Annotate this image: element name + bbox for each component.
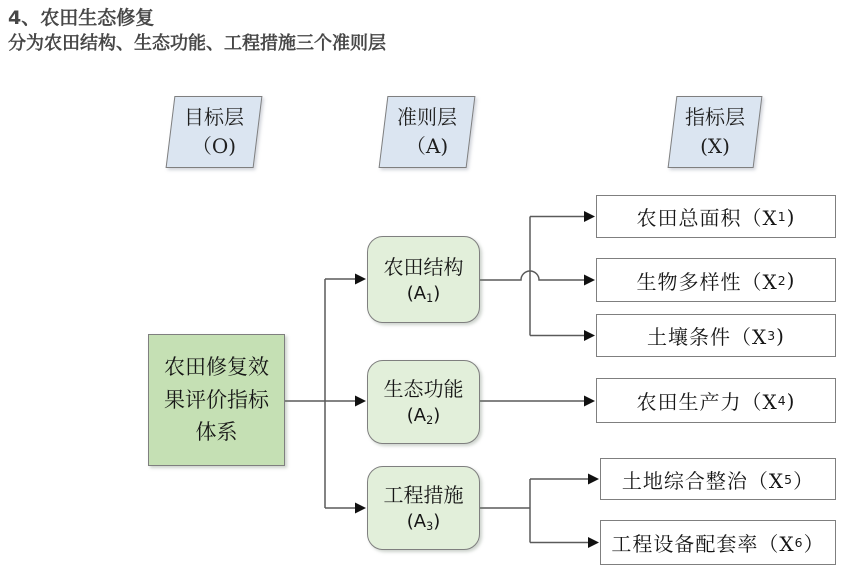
- layer-header-goal: [166, 96, 263, 168]
- indicator-box-x6: 工程设备配套率（X 6 ）: [600, 520, 836, 565]
- page-title: 4、农田生态修复: [8, 7, 155, 29]
- page-subtitle: 分为农田结构、生态功能、工程措施三个准则层: [8, 32, 386, 54]
- layer-criteria-code: （A): [405, 134, 449, 158]
- layer-header-criteria-text: [397, 103, 457, 161]
- criteria-a3-code: (A3): [406, 511, 441, 534]
- layer-header-criteria: [379, 96, 476, 168]
- arrowhead-x3: [584, 330, 595, 341]
- indicator-box-x1: 农田总面积（X 1 ): [596, 195, 836, 238]
- indicator-box-x4: 农田生产力（X 4 ): [596, 378, 836, 423]
- criteria-box-a2: [367, 360, 480, 444]
- layer-goal-code: （O): [191, 134, 237, 158]
- goal-box-text: [164, 351, 269, 449]
- layer-header-indicator-text: [685, 103, 745, 161]
- layer-header-goal-text: [184, 103, 244, 161]
- layer-criteria-name: 准则层: [397, 105, 457, 129]
- arrowhead-a1: [355, 274, 366, 285]
- goal-box: [148, 334, 285, 466]
- indicator-box-x5: 土地综合整治（X 5 ）: [600, 458, 836, 500]
- layer-header-indicator: [668, 96, 763, 168]
- criteria-a1-code: (A1): [406, 282, 441, 305]
- criteria-box-a3: [367, 466, 480, 550]
- layer-indicator-code: (X): [700, 134, 730, 158]
- criteria-a2-label: 生态功能: [383, 377, 464, 402]
- indicator-box-x2: 生物多样性（X 2 ): [596, 258, 836, 302]
- goal-box-line2: 果评价指标: [164, 387, 269, 412]
- criteria-box-a1: [367, 236, 480, 323]
- layer-indicator-name: 指标层: [685, 105, 745, 129]
- arrowhead-x1: [584, 211, 595, 222]
- criteria-a1-label: 农田结构: [383, 254, 464, 279]
- connector-a1-to-x2: [480, 271, 584, 280]
- arrowhead-a3: [355, 503, 366, 514]
- criteria-a3-label: 工程措施: [383, 483, 464, 508]
- goal-box-line1: 农田修复效: [164, 355, 269, 380]
- arrowhead-x6: [588, 537, 599, 548]
- arrowhead-x2: [584, 275, 595, 286]
- goal-box-line3: 体系: [195, 420, 238, 445]
- arrowhead-x4: [584, 396, 595, 407]
- criteria-a2-code: (A2): [406, 405, 441, 428]
- arrowhead-a2: [355, 396, 366, 407]
- indicator-box-x3: 土壤条件（X 3 ): [596, 314, 836, 357]
- arrowhead-x5: [588, 474, 599, 485]
- layer-goal-name: 目标层: [184, 105, 244, 129]
